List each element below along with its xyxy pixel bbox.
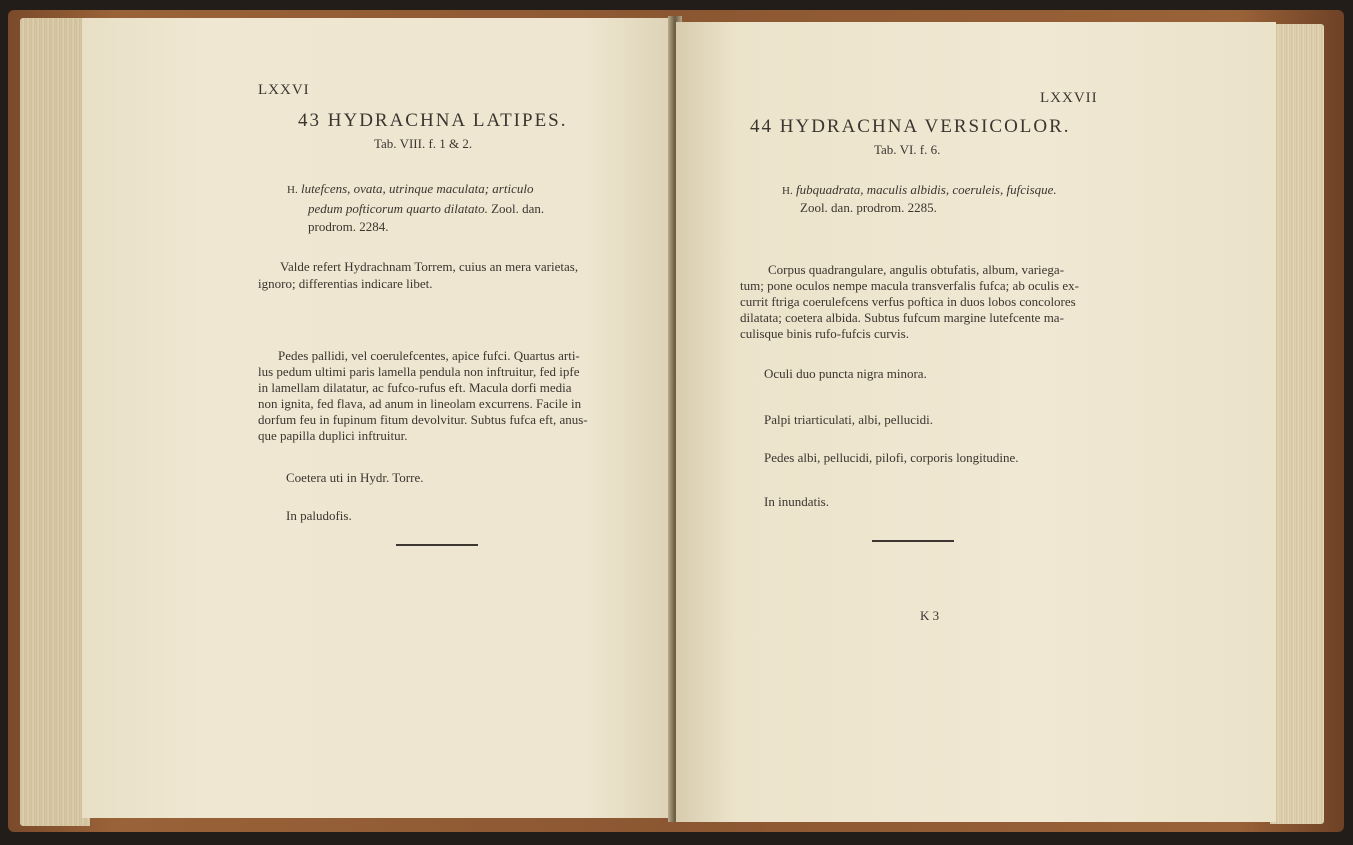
right-diagnosis-prefix: H. [782, 185, 793, 197]
left-coetera: Coetera uti in Hydr. Torre. [286, 470, 424, 485]
left-para2-line: dorfum feu in fupinum fitum devolvitur. Subtus fufca eft, anus- [258, 412, 588, 427]
left-para2-line: in lamellam dilatatur, ac fufco-rufus eft. Macula dorfi media [258, 380, 572, 395]
left-diagnosis-line3: prodrom. 2284. [308, 219, 389, 234]
right-folio: LXXVII [1040, 90, 1098, 106]
right-corpus-line: dilatata; coetera albida. Subtus fufcum margine lutefcente ma- [740, 310, 1064, 325]
left-end-rule [396, 544, 478, 546]
right-habitat: In inundatis. [764, 494, 829, 509]
right-diagnosis-line1: fubquadrata, maculis albidis, coeruleis, fufcisque. [795, 182, 1057, 197]
right-diagnosis-line2: Zool. dan. prodrom. 2285. [800, 200, 937, 215]
left-diagnosis-line2-italic: pedum pofticorum quarto dilatato. [308, 201, 488, 216]
left-diagnosis-prefix: H. [287, 184, 298, 196]
left-folio: LXXVI [258, 82, 310, 98]
left-para2-line: Pedes pallidi, vel coerulefcentes, apice fufci. Quartus arti- [278, 348, 580, 363]
right-species-title: 44 HYDRACHNA VERSICOLOR. [750, 116, 1071, 137]
page-edges-right [1270, 24, 1324, 824]
page-edges-left [20, 18, 90, 826]
right-corpus-line: culisque binis rufo-fufcis curvis. [740, 326, 909, 341]
right-corpus-line: Corpus quadrangulare, angulis obtufatis, album, variega- [768, 262, 1065, 277]
left-para2-line: que papilla duplici inftruitur. [258, 428, 408, 443]
right-page [676, 22, 1276, 822]
left-tab-reference: Tab. VIII. f. 1 & 2. [374, 136, 473, 151]
right-signature-mark: K 3 [920, 608, 940, 623]
left-diagnosis-line1: lutefcens, ovata, utrinque maculata; articulo [300, 181, 534, 196]
right-palpi: Palpi triarticulati, albi, pellucidi. [764, 412, 933, 427]
left-page [82, 18, 674, 818]
right-corpus-line: tum; pone oculos nempe macula transverfalis fufca; ab oculis ex- [740, 278, 1079, 293]
right-oculi: Oculi duo puncta nigra minora. [764, 366, 927, 381]
right-tab-reference: Tab. VI. f. 6. [874, 142, 941, 157]
left-para1-line: Valde refert Hydrachnam Torrem, cuius an mera varietas, [280, 259, 579, 274]
left-diagnosis-line2-roman: Zool. dan. [491, 201, 545, 216]
left-para2-line: non ignita, fed flava, ad anum in lineolam excurrens. Facile in [258, 396, 582, 411]
left-habitat: In paludofis. [286, 508, 352, 523]
right-pedes: Pedes albi, pellucidi, pilofi, corporis longitudine. [764, 450, 1019, 465]
left-para2-line: lus pedum ultimi paris lamella pendula non inftruitur, fed ipfe [258, 364, 580, 379]
left-para1-line: ignoro; differentias indicare libet. [258, 276, 433, 291]
left-species-title: 43 HYDRACHNA LATIPES. [298, 110, 568, 131]
right-corpus-line: currit ftriga coerulefcens verfus poftica in duos lobos concolores [740, 294, 1076, 309]
right-end-rule [872, 540, 954, 542]
